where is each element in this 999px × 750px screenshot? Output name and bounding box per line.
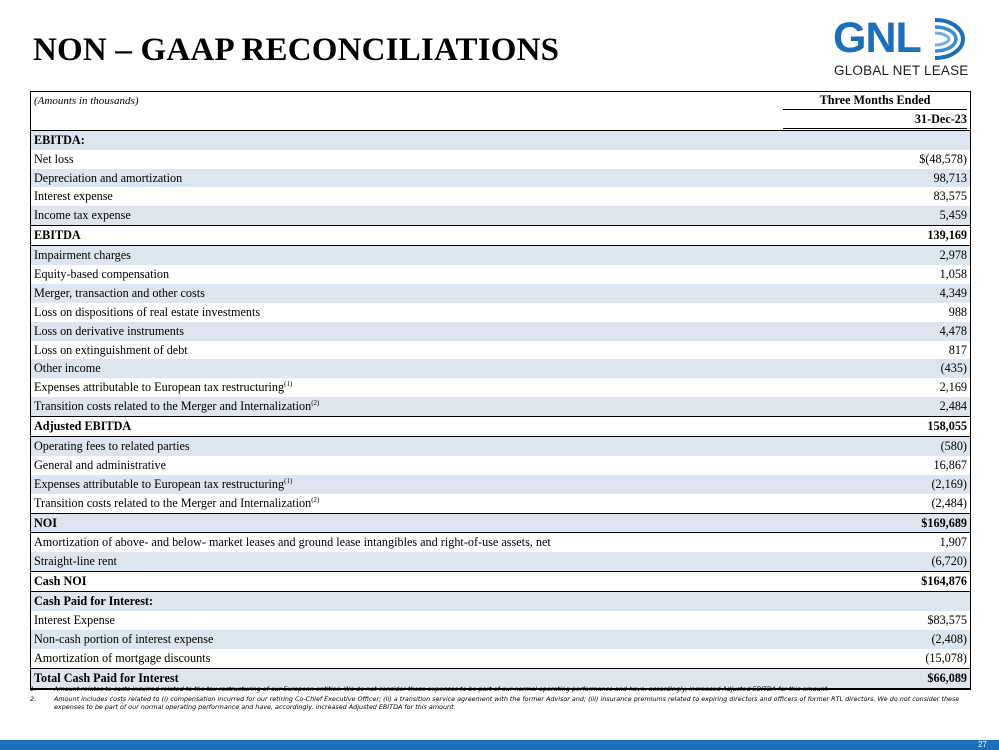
row-value: $83,575 bbox=[774, 611, 970, 630]
table-row bbox=[31, 437, 970, 456]
row-label: Cash NOI bbox=[31, 572, 774, 592]
row-value: $66,089 bbox=[774, 668, 970, 688]
table-row bbox=[31, 475, 970, 494]
row-label: Amortization of mortgage discounts bbox=[31, 649, 774, 668]
table-row bbox=[31, 417, 970, 437]
footnote-text: Amount includes costs related to (i) compensation incurred for our retiring Co-Chief Executive Officer; (ii) a transition service agreement with the former Advisor and; (iii) insurance premiums related to expiring directors and officers of former RTL directors. We do not consider these expenses to be part of our normal operating performance and have, accordingly, increased Adjusted EBITDA for this amount. bbox=[54, 695, 960, 711]
row-value: 817 bbox=[774, 341, 970, 360]
row-label: NOI bbox=[31, 513, 774, 533]
page-title: NON – GAAP RECONCILIATIONS bbox=[33, 32, 560, 68]
logo-subtitle: GLOBAL NET LEASE bbox=[834, 63, 969, 78]
row-value: (2,169) bbox=[774, 475, 970, 494]
row-label: Non-cash portion of interest expense bbox=[31, 630, 774, 649]
footnote bbox=[30, 685, 974, 693]
row-value: $169,689 bbox=[774, 513, 970, 533]
row-value: 5,459 bbox=[774, 206, 970, 225]
table-row bbox=[31, 322, 970, 341]
row-label: Loss on extinguishment of debt bbox=[31, 341, 774, 360]
row-label: Interest expense bbox=[31, 187, 774, 206]
table-row bbox=[31, 246, 970, 265]
row-value: 4,478 bbox=[774, 322, 970, 341]
row-value: 158,055 bbox=[774, 417, 970, 437]
row-label: Impairment charges bbox=[31, 246, 774, 265]
row-label: Adjusted EBITDA bbox=[31, 417, 774, 437]
table-row bbox=[31, 513, 970, 533]
row-value: (2,408) bbox=[774, 630, 970, 649]
row-label: Merger, transaction and other costs bbox=[31, 284, 774, 303]
table-row bbox=[31, 303, 970, 322]
amounts-note: (Amounts in thousands) bbox=[31, 92, 774, 111]
row-value: $164,876 bbox=[774, 572, 970, 592]
row-label: Amortization of above- and below- market leases and ground lease intangibles and right-of-use assets, net bbox=[31, 533, 774, 552]
row-label: Income tax expense bbox=[31, 206, 774, 225]
row-value: 2,978 bbox=[774, 246, 970, 265]
footnote-ref: (2) bbox=[311, 399, 320, 408]
row-value: 98,713 bbox=[774, 169, 970, 188]
table-row bbox=[31, 611, 970, 630]
table-row bbox=[31, 533, 970, 552]
footnote-ref: (1) bbox=[284, 476, 293, 485]
table-row bbox=[31, 130, 970, 149]
period-label: Three Months Ended bbox=[783, 92, 967, 110]
row-value: 1,058 bbox=[774, 265, 970, 284]
row-value: (6,720) bbox=[774, 552, 970, 571]
row-label: Transition costs related to the Merger and Internalization$^{(2)}$ bbox=[31, 494, 774, 513]
row-value: 2,169 bbox=[774, 378, 970, 397]
footnote-ref: (2) bbox=[311, 495, 320, 504]
period-label-cell bbox=[774, 92, 970, 111]
gnl-logo bbox=[830, 14, 970, 82]
row-value: 988 bbox=[774, 303, 970, 322]
row-label: Loss on derivative instruments bbox=[31, 322, 774, 341]
table-row bbox=[31, 265, 970, 284]
footnote-number: 2. bbox=[30, 695, 37, 703]
footnotes bbox=[30, 685, 974, 713]
row-label: Straight-line rent bbox=[31, 552, 774, 571]
row-label: EBITDA: bbox=[31, 130, 774, 149]
logo-swirl-icon bbox=[927, 16, 967, 62]
row-label: Loss on dispositions of real estate investments bbox=[31, 303, 774, 322]
row-label: EBITDA bbox=[31, 226, 774, 246]
table-row bbox=[31, 187, 970, 206]
row-label: Depreciation and amortization bbox=[31, 169, 774, 188]
table-row bbox=[31, 630, 970, 649]
period-date-cell bbox=[774, 111, 970, 130]
row-label: Expenses attributable to European tax restructuring$^{(1)}$ bbox=[31, 378, 774, 397]
row-label: Cash Paid for Interest: bbox=[31, 592, 774, 611]
row-label: General and administrative bbox=[31, 456, 774, 475]
table-row bbox=[31, 206, 970, 225]
row-label: Equity-based compensation bbox=[31, 265, 774, 284]
table-row bbox=[31, 150, 970, 169]
row-value: (435) bbox=[774, 359, 970, 378]
row-value: 139,169 bbox=[774, 226, 970, 246]
row-label: Transition costs related to the Merger and Internalization$^{(2)}$ bbox=[31, 397, 774, 416]
row-value: 2,484 bbox=[774, 397, 970, 416]
footnote-number: 1. bbox=[30, 685, 37, 693]
logo-wordmark: GNL bbox=[833, 14, 921, 62]
row-label: Net loss bbox=[31, 150, 774, 169]
row-label: Total Cash Paid for Interest bbox=[31, 668, 774, 688]
footnote-ref: (1) bbox=[284, 380, 293, 389]
table-row bbox=[31, 592, 970, 611]
row-value: (2,484) bbox=[774, 494, 970, 513]
row-label: Expenses attributable to European tax restructuring$^{(1)}$ bbox=[31, 475, 774, 494]
row-value: 1,907 bbox=[774, 533, 970, 552]
table-row bbox=[31, 649, 970, 668]
row-value: (15,078) bbox=[774, 649, 970, 668]
row-value: (580) bbox=[774, 437, 970, 456]
period-date: 31-Dec-23 bbox=[783, 111, 967, 129]
row-value: 83,575 bbox=[774, 187, 970, 206]
footnote bbox=[30, 695, 974, 711]
table-row bbox=[31, 572, 970, 592]
table-row bbox=[31, 397, 970, 416]
table-row bbox=[31, 359, 970, 378]
row-value: 4,349 bbox=[774, 284, 970, 303]
row-value: 16,867 bbox=[774, 456, 970, 475]
table-row bbox=[31, 341, 970, 360]
row-label: Operating fees to related parties bbox=[31, 437, 774, 456]
table-row bbox=[31, 494, 970, 513]
row-label: Other income bbox=[31, 359, 774, 378]
row-label: Interest Expense bbox=[31, 611, 774, 630]
table-row bbox=[31, 226, 970, 246]
row-value: $(48,578) bbox=[774, 150, 970, 169]
reconciliation-table bbox=[30, 91, 971, 690]
table-row bbox=[31, 284, 970, 303]
table-row bbox=[31, 378, 970, 397]
table-header-row bbox=[31, 92, 970, 111]
table-row bbox=[31, 552, 970, 571]
page-number: 27 bbox=[978, 740, 987, 749]
row-value bbox=[774, 592, 970, 611]
footnote-text: Amount relates to costs incurred related to the tax restructuring of our European entities. We do not consider these expenses to be part of our normal operating performance and have, accordingly, increased Adjusted EBITDA for this amount. bbox=[54, 685, 830, 693]
table-date-row bbox=[31, 111, 970, 130]
row-value bbox=[774, 130, 970, 149]
table-row bbox=[31, 456, 970, 475]
footer-bar bbox=[0, 740, 999, 750]
table-row bbox=[31, 169, 970, 188]
